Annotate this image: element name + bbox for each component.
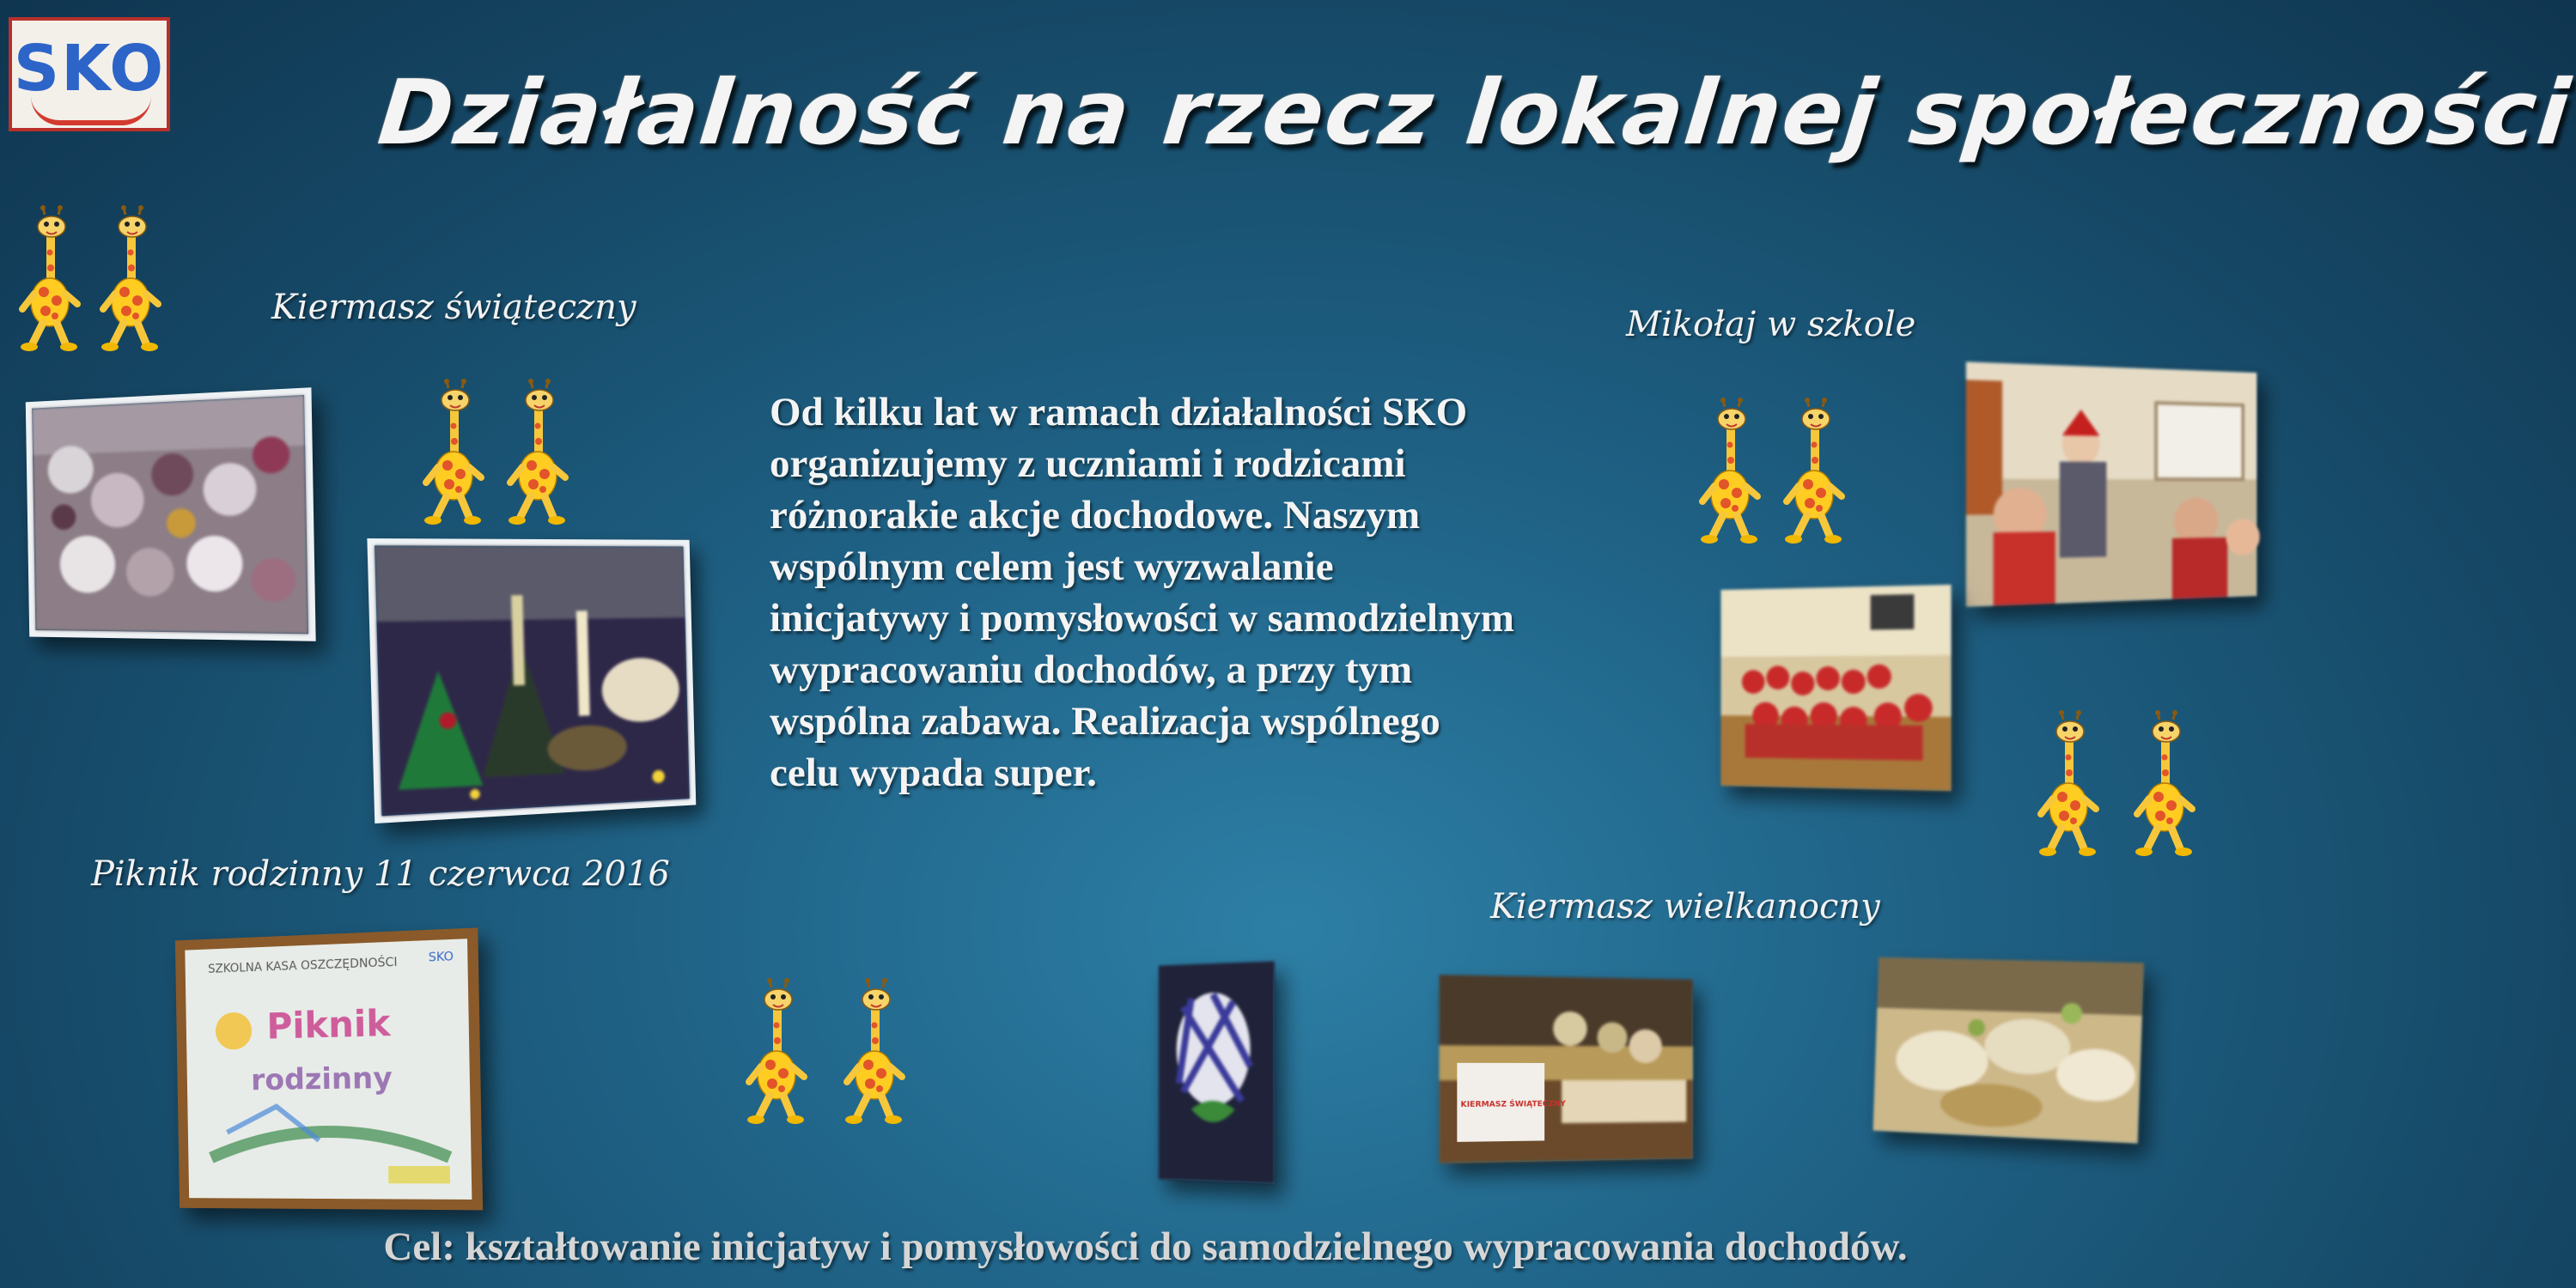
page-title: Działalność na rzecz lokalnej społeczności	[374, 60, 2576, 165]
giraffe-icon	[2034, 713, 2103, 859]
giraffe-icon	[742, 981, 811, 1127]
description-line: wspólnym celem jest wyzwalanie	[770, 544, 1334, 589]
description-line: celu wypada super.	[770, 750, 1097, 795]
photo-christmas-decorations	[367, 538, 696, 823]
photo-easter-egg	[1159, 961, 1275, 1183]
giraffe-icon	[419, 381, 488, 527]
giraffe-icon	[96, 208, 165, 354]
giraffe-icon	[1696, 400, 1764, 546]
giraffe-icon	[840, 981, 909, 1127]
goal-statement: Cel: kształtowanie inicjatyw i pomysłowości do samodzielnego wypracowania dochodów.	[383, 1224, 1908, 1269]
photo-easter-fair-stall	[1440, 975, 1693, 1163]
photo-picnic-poster	[175, 927, 483, 1210]
poster-header-text: SZKOLNA KASA OSZCZĘDNOŚCI	[208, 955, 398, 976]
description-text	[770, 386, 1706, 799]
description-line: inicjatywy i pomysłowości w samodzielnym	[770, 596, 1514, 641]
description-line: Od kilku lat w ramach działalności SKO	[770, 390, 1468, 434]
description-line: różnorakie akcje dochodowe. Naszym	[770, 493, 1421, 538]
caption-santa: Mikołaj w szkole	[1626, 305, 1916, 344]
fair-sign-text: KIERMASZ ŚWIĄTECZNY	[1460, 1100, 1566, 1109]
poster-corner-text: SKO	[428, 949, 454, 965]
caption-christmas-fair: Kiermasz świąteczny	[271, 288, 636, 327]
giraffe-icon	[503, 381, 572, 527]
giraffe-icon	[1780, 400, 1848, 546]
giraffe-icon	[15, 208, 84, 354]
photo-santa-classroom	[1966, 361, 2256, 606]
description-line: wspólna zabawa. Realizacja wspólnego	[770, 699, 1440, 744]
poster-word-1: Piknik	[266, 1002, 391, 1048]
sko-logo	[9, 17, 170, 131]
giraffe-icon	[2130, 713, 2199, 859]
logo-swoosh	[31, 96, 151, 125]
caption-easter-fair: Kiermasz wielkanocny	[1490, 887, 1880, 927]
photo-class-group	[1720, 585, 1951, 791]
caption-picnic: Piknik rodzinny 11 czerwca 2016	[91, 854, 670, 894]
logo-text: SKO	[13, 31, 166, 106]
description-line: wypracowaniu dochodów, a przy tym	[770, 647, 1413, 692]
photo-christmas-fair-crafts	[26, 387, 316, 641]
description-line: organizujemy z uczniami i rodzicami	[770, 441, 1406, 486]
poster-word-2: rodzinny	[250, 1060, 393, 1097]
photo-easter-crafts	[1873, 957, 2144, 1144]
